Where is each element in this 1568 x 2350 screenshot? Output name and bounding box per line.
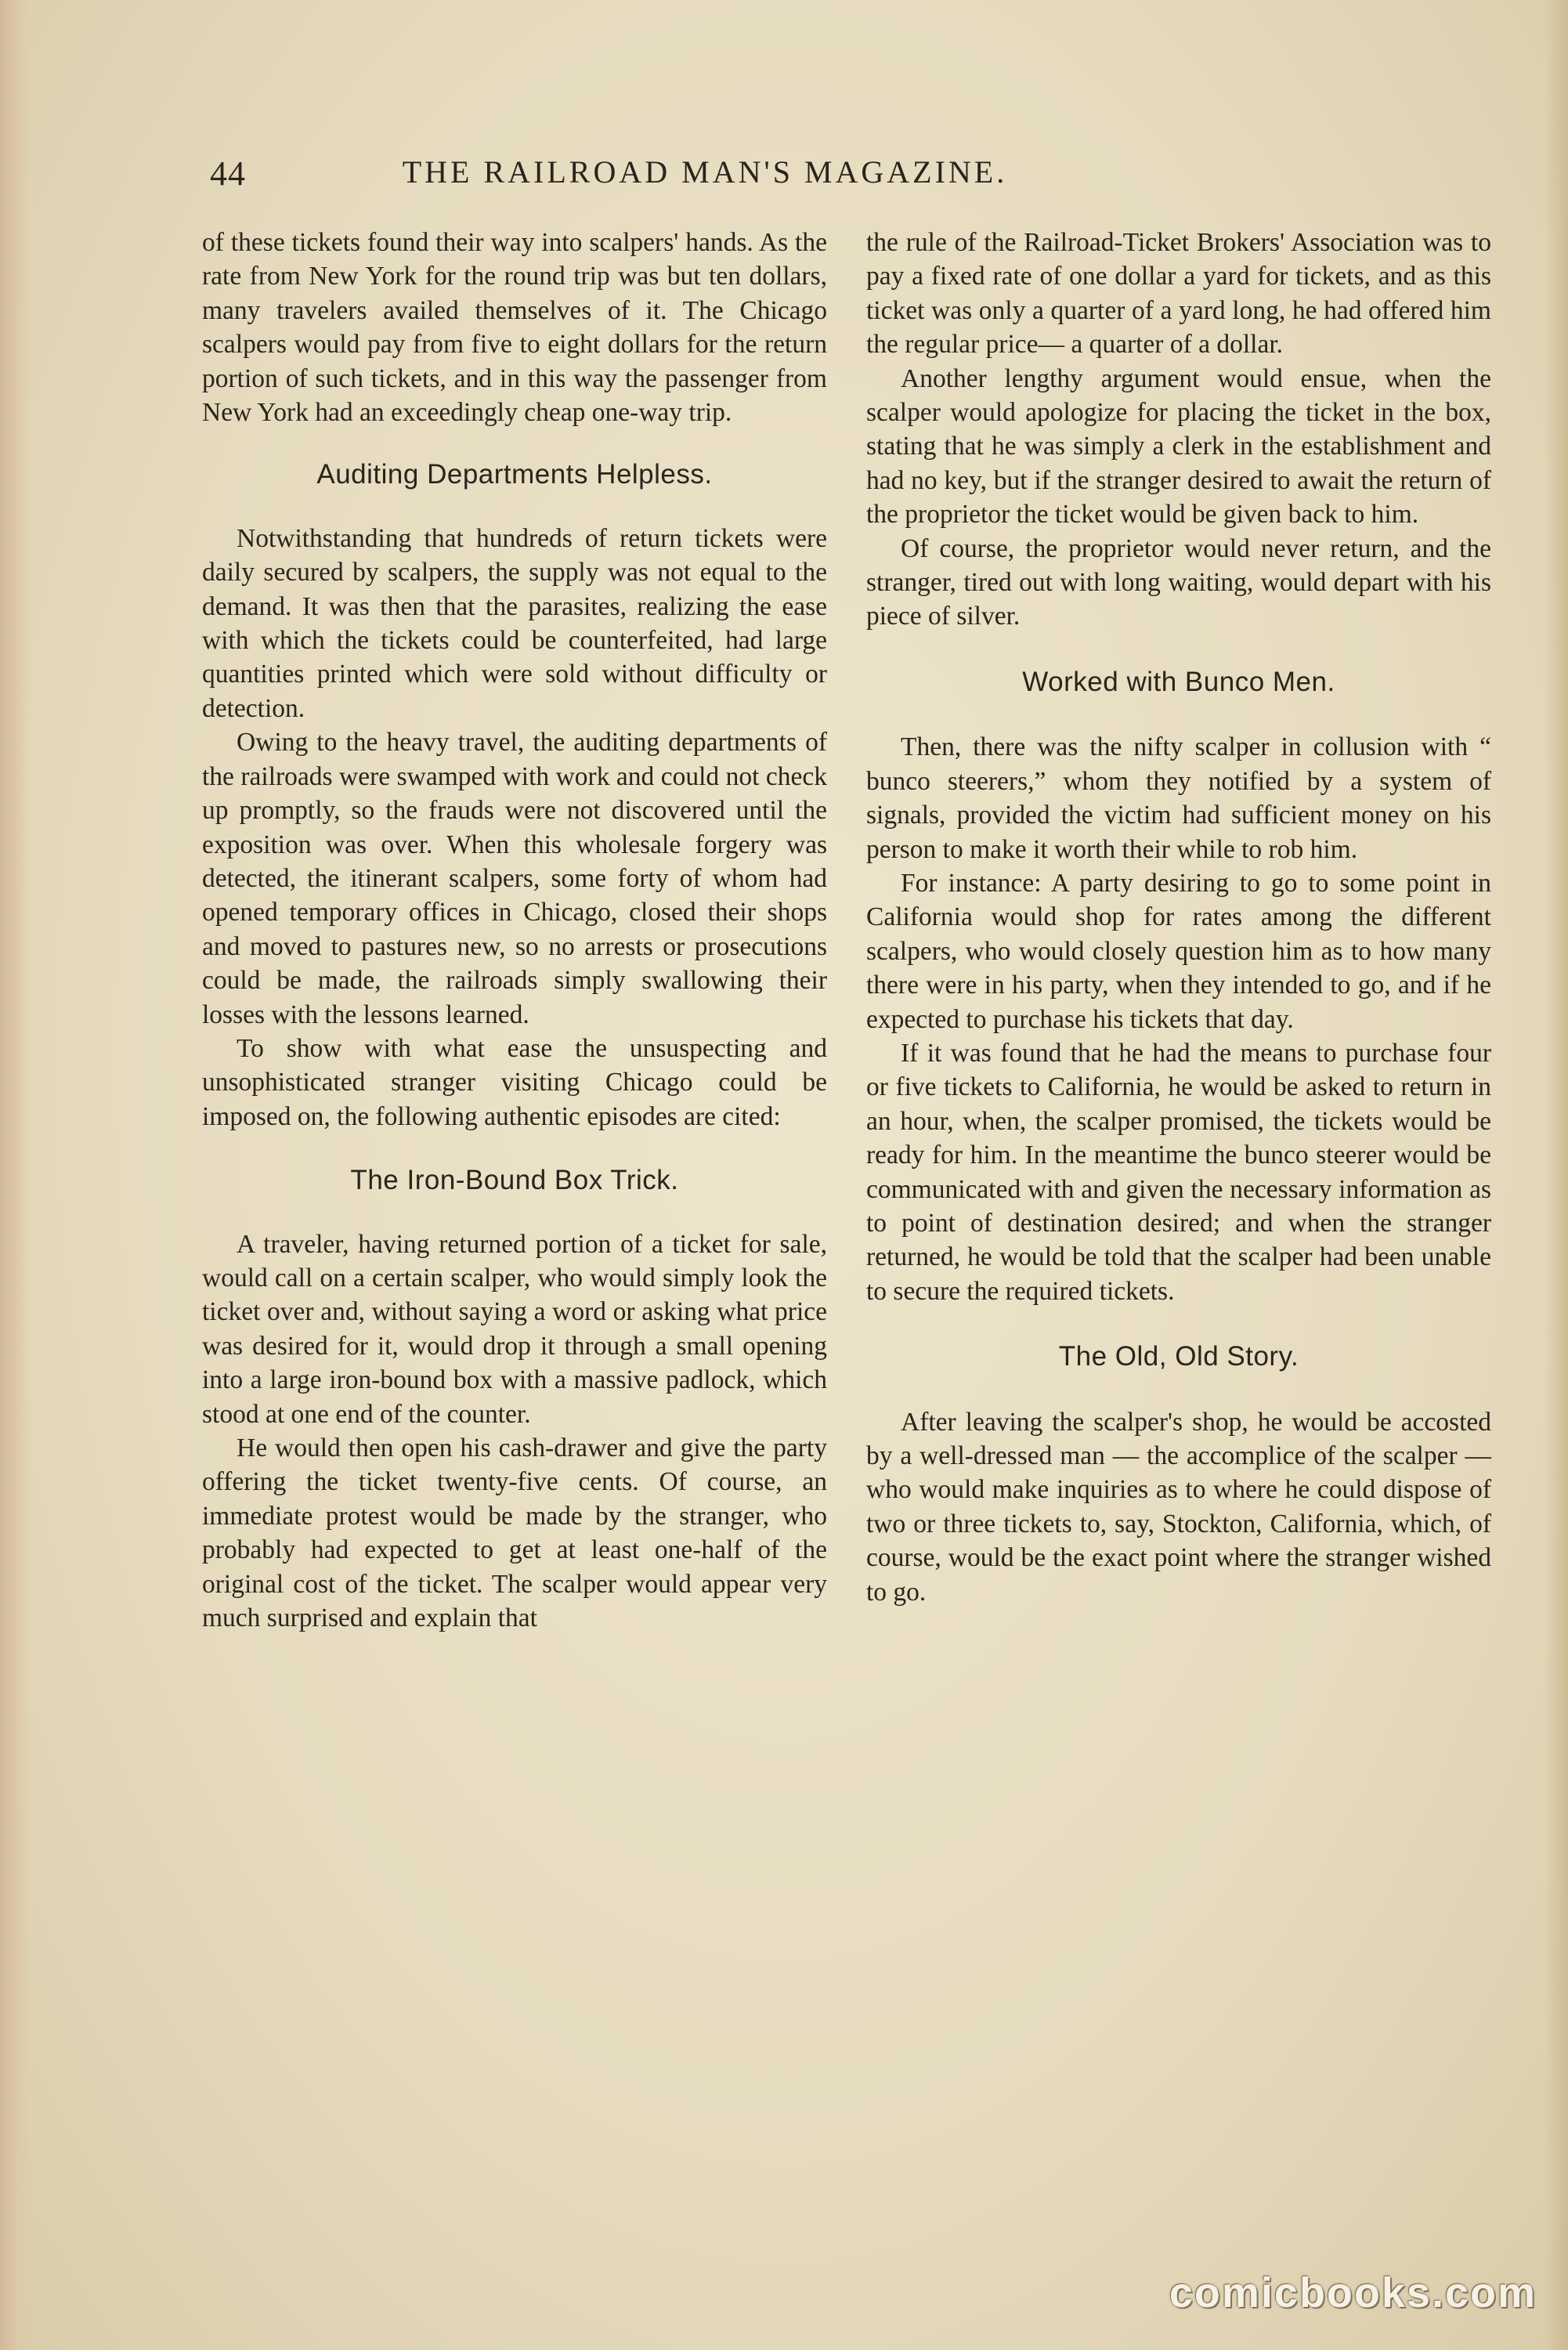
paragraph: Then, there was the nifty scalper in collusion with “ bunco steerers,” whom they notified by a system of signals, provided the victim had sufficient money on his person to make it worth their while to rob him. — [866, 732, 1491, 864]
paragraph: Another lengthy argument would ensue, when the scalper would apologize for placing the ticket in the box, stating that he was simply a clerk in the establishment and had no key, but if the stranger desired to await the return of the proprietor the ticket would be given back to him. — [866, 363, 1491, 530]
page-edge-right — [1545, 0, 1568, 2350]
page-edge-left — [0, 0, 30, 2350]
paragraph: For instance: A party desiring to go to some point in California would shop for rates among the different scalpers, who would closely question him as to how many there were in his party, when they intended to go, and if he expected to purchase his tickets that day. — [866, 868, 1491, 1034]
page-number: 44 — [210, 154, 246, 193]
watermark: comicbooks.com — [1169, 2269, 1537, 2316]
paragraph: If it was found that he had the means to purchase four or five tickets to California, he would be asked to return in an hour, when, the scalper promised, the tickets would be ready for him. In the meantime the bunco steerer would be communicated with and given the necessary information as to point of destination desired; and when the stranger returned, he would be told that the scalper had been unable to secure the required tickets. — [866, 1038, 1491, 1306]
paragraph: A traveler, having returned portion of a ticket for sale, would call on a certain scalper, who would simply look the ticket over and, without saying a word or asking what price was desired for it, would drop it through a small opening into a large iron-bound box with a massive padlock, which stood at one end of the counter. — [202, 1229, 827, 1429]
page-header — [210, 154, 1200, 208]
paragraph: After leaving the scalper's shop, he would be accosted by a well-dressed man — the accomplice of the scalper — who would make inquiries as to where he could dispose of two or three tickets to, say, Stockton, California, which, of course, would be the exact point where the stranger wished to go. — [866, 1407, 1491, 1607]
section-heading: Auditing Departments Helpless. — [316, 459, 713, 490]
paragraph: He would then open his cash-drawer and give the party offering the ticket twenty-five cents. Of course, an immediate protest would be made by the stranger, who probably had expected to get at least one-half of the original cost of the ticket. The scalper would appear very much surprised and explain that — [202, 1434, 827, 1633]
paragraph: To show with what ease the unsuspecting and unsophisticated stranger visiting Chicago could be imposed on, the following authentic episodes are cited: — [202, 1033, 827, 1131]
section-heading: Worked with Bunco Men. — [1022, 666, 1335, 697]
paragraph: Of course, the proprietor would never return, and the stranger, tired out with long waiting, would depart with his piece of silver. — [866, 533, 1491, 631]
section-heading: The Old, Old Story. — [1058, 1341, 1299, 1372]
left-column — [202, 226, 827, 1635]
paragraph: Owing to the heavy travel, the auditing departments of the railroads were swamped with work and could not check up promptly, so the frauds were not discovered until the exposition was over. When this wholesale forgery was detected, the itinerant scalpers, some forty of whom had opened temporary offices in Chicago, closed their shops and moved to pastures new, so no arrests or prosecutions could be made, the railroads simply swallowing their losses with the lessons learned. — [202, 728, 827, 1029]
section-heading: The Iron-Bound Box Trick. — [350, 1165, 679, 1196]
paragraph: of these tickets found their way into scalpers' hands. As the rate from New York for the round trip was but ten dollars, many travelers availed themselves of it. The Chicago scalpers would pay from five to eight dollars for the return portion of such tickets, and in this way the passenger from New York had an exceedingly cheap one-way trip. — [202, 228, 827, 428]
right-column — [866, 226, 1491, 1609]
paragraph: Notwithstanding that hundreds of return tickets were daily secured by scalpers, the supply was not equal to the demand. It was then that the parasites, realizing the ease with which the tickets could be counterfeited, had large quantities printed which were sold without difficulty or detection. — [202, 523, 827, 723]
running-title: THE RAILROAD MAN'S MAGAZINE. — [402, 154, 1008, 190]
paragraph: the rule of the Railroad-Ticket Brokers' Association was to pay a fixed rate of one dollar a yard for tickets, and as this ticket was only a quarter of a yard long, he had offered him the regular price— a quarter of a dollar. — [866, 228, 1491, 360]
